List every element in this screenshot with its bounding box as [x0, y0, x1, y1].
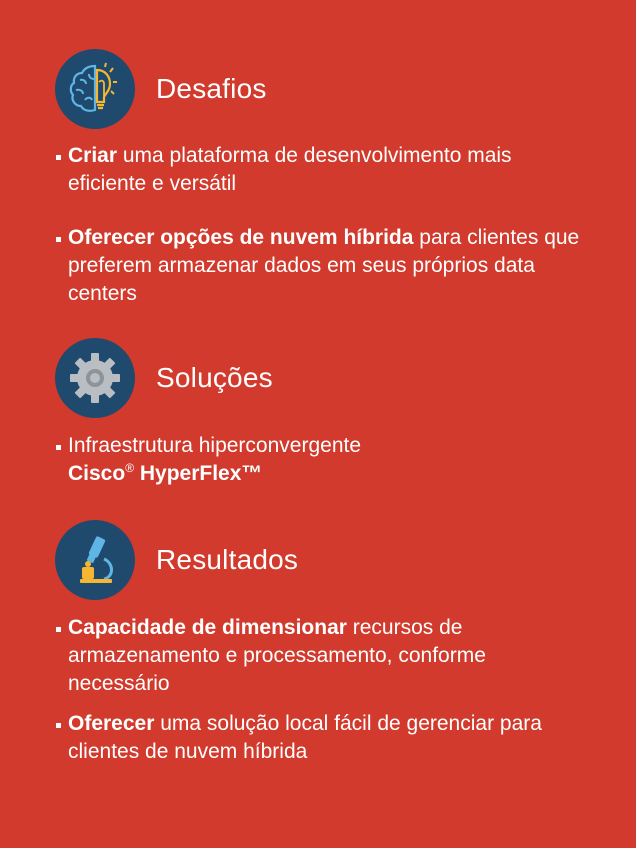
bullet-marker — [56, 445, 61, 450]
results-header — [55, 520, 298, 600]
result-item-2: Oferecer uma solução local fácil de gerenciar para clientes de nuvem híbrida — [56, 710, 588, 766]
results-title: Resultados — [156, 544, 299, 575]
bullet-marker — [56, 237, 61, 242]
solutions-header — [55, 338, 273, 418]
brain-lightbulb-icon — [55, 49, 135, 129]
challenge-item-2: Oferecer opções de nuvem híbrida para clientes que preferem armazenar dados em seus próprios data centers — [56, 224, 588, 308]
bullet-marker — [56, 627, 61, 632]
challenges-header — [55, 49, 267, 129]
solution-item-1: Infraestrutura hiperconvergente Cisco® HyperFlex™ — [56, 432, 588, 488]
result-item-1: Capacidade de dimensionar recursos de armazenamento e processamento, conforme necessário — [56, 614, 588, 698]
solutions-title: Soluções — [156, 362, 273, 393]
gear-icon — [55, 338, 135, 418]
microscope-icon — [55, 520, 135, 600]
challenges-title: Desafios — [156, 73, 267, 104]
challenge-item-1: Criar uma plataforma de desenvolvimento mais eficiente e versátil — [56, 142, 588, 198]
bullet-marker — [56, 155, 61, 160]
bullet-marker — [56, 723, 61, 728]
